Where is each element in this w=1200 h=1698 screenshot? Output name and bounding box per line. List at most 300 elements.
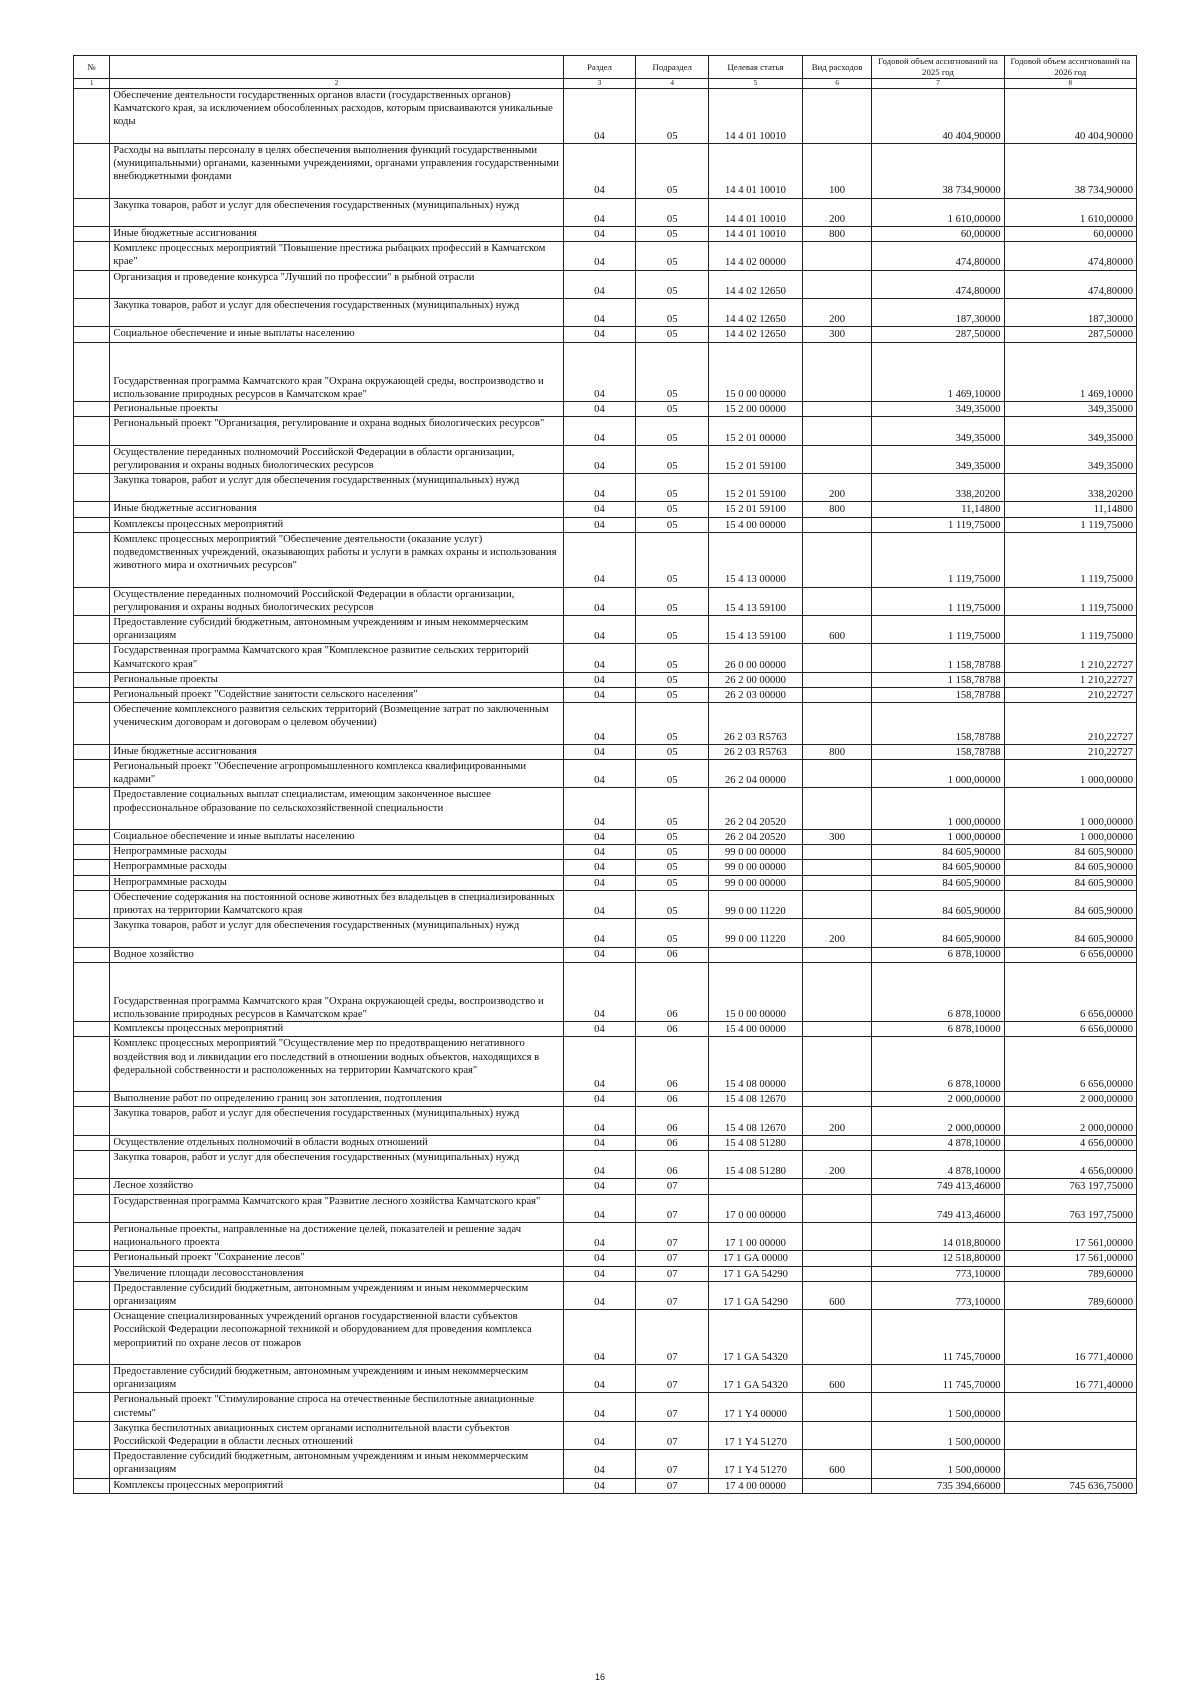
row-amount-2025: 1 000,00000 bbox=[872, 829, 1004, 844]
row-expense-type bbox=[802, 270, 871, 298]
row-name: Комплекс процессных мероприятий "Повышение престижа рыбацких профессий в Камчатском крае" bbox=[110, 242, 563, 270]
table-row bbox=[74, 327, 1137, 342]
row-number bbox=[74, 342, 110, 402]
row-number bbox=[74, 402, 110, 417]
row-name: Государственная программа Камчатского края "Развитие лесного хозяйства Камчатского края" bbox=[110, 1194, 563, 1222]
row-podrazdel: 07 bbox=[636, 1478, 709, 1493]
row-amount-2025: 749 413,46000 bbox=[872, 1179, 1004, 1194]
table-row bbox=[74, 587, 1137, 615]
row-amount-2025: 1 119,75000 bbox=[872, 616, 1004, 644]
column-number: 6 bbox=[802, 79, 871, 89]
row-target-article: 17 1 GA 54290 bbox=[709, 1281, 803, 1309]
row-podrazdel: 07 bbox=[636, 1281, 709, 1309]
row-target-article: 15 4 13 00000 bbox=[709, 532, 803, 587]
row-expense-type: 200 bbox=[802, 298, 871, 326]
row-name: Непрограммные расходы bbox=[110, 845, 563, 860]
table-row bbox=[74, 1135, 1137, 1150]
row-podrazdel: 05 bbox=[636, 919, 709, 947]
row-amount-2025: 14 018,80000 bbox=[872, 1223, 1004, 1251]
row-target-article: 17 0 00 00000 bbox=[709, 1194, 803, 1222]
row-amount-2025: 60,00000 bbox=[872, 226, 1004, 241]
table-row bbox=[74, 532, 1137, 587]
row-podrazdel: 05 bbox=[636, 342, 709, 402]
column-number: 2 bbox=[110, 79, 563, 89]
row-target-article: 99 0 00 00000 bbox=[709, 875, 803, 890]
row-target-article: 15 0 00 00000 bbox=[709, 342, 803, 402]
row-razdel: 04 bbox=[563, 962, 636, 1022]
row-number bbox=[74, 744, 110, 759]
row-amount-2025: 158,78788 bbox=[872, 703, 1004, 745]
header-row bbox=[74, 56, 1137, 79]
row-podrazdel: 05 bbox=[636, 587, 709, 615]
row-name: Обеспечение содержания на постоянной основе животных без владельцев в специализированных приютах на территории Камчатского края bbox=[110, 890, 563, 918]
row-amount-2026: 1 119,75000 bbox=[1004, 587, 1136, 615]
row-amount-2025: 6 878,10000 bbox=[872, 962, 1004, 1022]
row-name: Закупка товаров, работ и услуг для обеспечения государственных (муниципальных) нужд bbox=[110, 198, 563, 226]
row-expense-type bbox=[802, 788, 871, 830]
row-razdel: 04 bbox=[563, 1266, 636, 1281]
header-num: № bbox=[74, 56, 110, 79]
table-row bbox=[74, 688, 1137, 703]
row-expense-type bbox=[802, 342, 871, 402]
row-amount-2026: 210,22727 bbox=[1004, 703, 1136, 745]
row-number bbox=[74, 1393, 110, 1421]
row-amount-2025: 38 734,90000 bbox=[872, 143, 1004, 198]
row-target-article: 14 4 01 10010 bbox=[709, 226, 803, 241]
row-podrazdel: 05 bbox=[636, 744, 709, 759]
table-row bbox=[74, 644, 1137, 672]
row-podrazdel: 05 bbox=[636, 875, 709, 890]
row-podrazdel: 07 bbox=[636, 1421, 709, 1449]
row-amount-2026: 6 656,00000 bbox=[1004, 947, 1136, 962]
table-row bbox=[74, 1450, 1137, 1478]
row-target-article: 15 4 08 12670 bbox=[709, 1092, 803, 1107]
row-amount-2025: 474,80000 bbox=[872, 270, 1004, 298]
table-row bbox=[74, 1364, 1137, 1392]
row-razdel: 04 bbox=[563, 1251, 636, 1266]
row-razdel: 04 bbox=[563, 947, 636, 962]
column-number: 5 bbox=[709, 79, 803, 89]
row-podrazdel: 05 bbox=[636, 688, 709, 703]
row-podrazdel: 05 bbox=[636, 502, 709, 517]
row-name: Региональные проекты, направленные на достижение целей, показателей и решение задач национального проекта bbox=[110, 1223, 563, 1251]
row-amount-2026: 789,60000 bbox=[1004, 1266, 1136, 1281]
row-number bbox=[74, 947, 110, 962]
row-podrazdel: 07 bbox=[636, 1179, 709, 1194]
row-target-article: 15 2 01 00000 bbox=[709, 417, 803, 445]
row-amount-2026: 6 656,00000 bbox=[1004, 1022, 1136, 1037]
row-razdel: 04 bbox=[563, 672, 636, 687]
row-amount-2025: 12 518,80000 bbox=[872, 1251, 1004, 1266]
row-expense-type: 600 bbox=[802, 1450, 871, 1478]
row-razdel: 04 bbox=[563, 1421, 636, 1449]
row-name: Увеличение площади лесовосстановления bbox=[110, 1266, 563, 1281]
row-razdel: 04 bbox=[563, 89, 636, 144]
row-amount-2026: 84 605,90000 bbox=[1004, 845, 1136, 860]
row-amount-2026: 474,80000 bbox=[1004, 270, 1136, 298]
row-target-article: 14 4 01 10010 bbox=[709, 198, 803, 226]
row-amount-2025: 349,35000 bbox=[872, 417, 1004, 445]
row-amount-2025: 1 158,78788 bbox=[872, 644, 1004, 672]
row-razdel: 04 bbox=[563, 1135, 636, 1150]
row-expense-type bbox=[802, 688, 871, 703]
row-number bbox=[74, 962, 110, 1022]
row-podrazdel: 07 bbox=[636, 1310, 709, 1365]
row-amount-2025: 11 745,70000 bbox=[872, 1310, 1004, 1365]
row-podrazdel: 06 bbox=[636, 1107, 709, 1135]
row-number bbox=[74, 474, 110, 502]
row-amount-2025: 1 158,78788 bbox=[872, 672, 1004, 687]
row-razdel: 04 bbox=[563, 1450, 636, 1478]
row-number bbox=[74, 226, 110, 241]
row-number bbox=[74, 502, 110, 517]
row-expense-type bbox=[802, 587, 871, 615]
row-expense-type bbox=[802, 417, 871, 445]
row-target-article: 15 4 08 51280 bbox=[709, 1135, 803, 1150]
row-razdel: 04 bbox=[563, 1223, 636, 1251]
row-podrazdel: 05 bbox=[636, 845, 709, 860]
row-razdel: 04 bbox=[563, 845, 636, 860]
row-number bbox=[74, 1135, 110, 1150]
row-razdel: 04 bbox=[563, 829, 636, 844]
row-razdel: 04 bbox=[563, 688, 636, 703]
table-row bbox=[74, 445, 1137, 473]
row-amount-2025: 1 500,00000 bbox=[872, 1393, 1004, 1421]
row-expense-type bbox=[802, 672, 871, 687]
row-target-article: 26 0 00 00000 bbox=[709, 644, 803, 672]
row-razdel: 04 bbox=[563, 919, 636, 947]
table-row bbox=[74, 919, 1137, 947]
row-amount-2025: 158,78788 bbox=[872, 744, 1004, 759]
row-amount-2026: 16 771,40000 bbox=[1004, 1310, 1136, 1365]
row-number bbox=[74, 688, 110, 703]
row-number bbox=[74, 89, 110, 144]
row-name: Региональные проекты bbox=[110, 402, 563, 417]
row-target-article: 14 4 01 10010 bbox=[709, 89, 803, 144]
row-target-article: 17 1 GA 54320 bbox=[709, 1310, 803, 1365]
row-podrazdel: 06 bbox=[636, 962, 709, 1022]
row-number bbox=[74, 1450, 110, 1478]
row-expense-type: 800 bbox=[802, 744, 871, 759]
table-row bbox=[74, 890, 1137, 918]
row-number bbox=[74, 1223, 110, 1251]
header-name bbox=[110, 56, 563, 79]
row-expense-type: 300 bbox=[802, 327, 871, 342]
row-podrazdel: 07 bbox=[636, 1251, 709, 1266]
row-expense-type bbox=[802, 1393, 871, 1421]
row-target-article: 26 2 03 00000 bbox=[709, 688, 803, 703]
row-name: Осуществление переданных полномочий Российской Федерации в области организации, регулирования и охраны водных биологических ресурсов bbox=[110, 445, 563, 473]
row-target-article: 14 4 02 12650 bbox=[709, 298, 803, 326]
table-row bbox=[74, 270, 1137, 298]
table-row bbox=[74, 1251, 1137, 1266]
row-expense-type bbox=[802, 1092, 871, 1107]
row-amount-2026: 16 771,40000 bbox=[1004, 1364, 1136, 1392]
row-expense-type bbox=[802, 89, 871, 144]
row-amount-2026: 38 734,90000 bbox=[1004, 143, 1136, 198]
row-podrazdel: 07 bbox=[636, 1266, 709, 1281]
row-podrazdel: 07 bbox=[636, 1364, 709, 1392]
row-podrazdel: 05 bbox=[636, 644, 709, 672]
row-razdel: 04 bbox=[563, 1151, 636, 1179]
row-target-article: 17 1 Y4 51270 bbox=[709, 1421, 803, 1449]
row-amount-2026: 210,22727 bbox=[1004, 744, 1136, 759]
row-number bbox=[74, 417, 110, 445]
row-number bbox=[74, 759, 110, 787]
row-amount-2025: 2 000,00000 bbox=[872, 1092, 1004, 1107]
row-target-article: 15 4 08 51280 bbox=[709, 1151, 803, 1179]
table-row bbox=[74, 226, 1137, 241]
row-amount-2025: 84 605,90000 bbox=[872, 845, 1004, 860]
row-name: Предоставление субсидий бюджетным, автономным учреждениям и иным некоммерческим организациям bbox=[110, 616, 563, 644]
row-target-article: 17 4 00 00000 bbox=[709, 1478, 803, 1493]
row-podrazdel: 05 bbox=[636, 759, 709, 787]
header-podrazdel: Подраздел bbox=[636, 56, 709, 79]
row-name: Иные бюджетные ассигнования bbox=[110, 226, 563, 241]
column-number: 7 bbox=[872, 79, 1004, 89]
row-amount-2025: 1 000,00000 bbox=[872, 788, 1004, 830]
row-target-article: 17 1 GA 00000 bbox=[709, 1251, 803, 1266]
row-expense-type: 600 bbox=[802, 1281, 871, 1309]
row-podrazdel: 05 bbox=[636, 517, 709, 532]
row-amount-2026: 6 656,00000 bbox=[1004, 1037, 1136, 1092]
table-row bbox=[74, 143, 1137, 198]
row-target-article: 17 1 00 00000 bbox=[709, 1223, 803, 1251]
row-razdel: 04 bbox=[563, 1310, 636, 1365]
row-target-article: 26 2 04 20520 bbox=[709, 788, 803, 830]
row-expense-type bbox=[802, 703, 871, 745]
row-name: Расходы на выплаты персоналу в целях обеспечения выполнения функций государственными (муниципальными) органами, казенными учреждениями, органами управления государственными внебюджетными фондами bbox=[110, 143, 563, 198]
row-razdel: 04 bbox=[563, 616, 636, 644]
row-podrazdel: 05 bbox=[636, 445, 709, 473]
row-amount-2025: 1 469,10000 bbox=[872, 342, 1004, 402]
row-number bbox=[74, 860, 110, 875]
row-expense-type bbox=[802, 962, 871, 1022]
row-number bbox=[74, 1310, 110, 1365]
row-amount-2025: 6 878,10000 bbox=[872, 1037, 1004, 1092]
table-row bbox=[74, 517, 1137, 532]
row-razdel: 04 bbox=[563, 1179, 636, 1194]
row-target-article: 15 4 08 12670 bbox=[709, 1107, 803, 1135]
row-name: Водное хозяйство bbox=[110, 947, 563, 962]
row-razdel: 04 bbox=[563, 532, 636, 587]
table-row bbox=[74, 298, 1137, 326]
row-target-article: 15 2 00 00000 bbox=[709, 402, 803, 417]
row-target-article: 99 0 00 00000 bbox=[709, 860, 803, 875]
row-razdel: 04 bbox=[563, 890, 636, 918]
row-number bbox=[74, 1364, 110, 1392]
row-target-article: 99 0 00 11220 bbox=[709, 890, 803, 918]
row-name: Закупка товаров, работ и услуг для обеспечения государственных (муниципальных) нужд bbox=[110, 298, 563, 326]
row-number bbox=[74, 1151, 110, 1179]
table-row bbox=[74, 1421, 1137, 1449]
row-amount-2025: 749 413,46000 bbox=[872, 1194, 1004, 1222]
row-expense-type: 300 bbox=[802, 829, 871, 844]
row-podrazdel: 07 bbox=[636, 1450, 709, 1478]
row-name: Региональный проект "Сохранение лесов" bbox=[110, 1251, 563, 1266]
column-number-row bbox=[74, 79, 1137, 89]
row-target-article: 15 4 13 59100 bbox=[709, 587, 803, 615]
row-amount-2026: 1 000,00000 bbox=[1004, 788, 1136, 830]
row-podrazdel: 05 bbox=[636, 860, 709, 875]
row-podrazdel: 05 bbox=[636, 703, 709, 745]
table-row bbox=[74, 788, 1137, 830]
table-row bbox=[74, 1037, 1137, 1092]
row-amount-2026: 4 656,00000 bbox=[1004, 1151, 1136, 1179]
row-amount-2025: 1 119,75000 bbox=[872, 517, 1004, 532]
row-amount-2026: 17 561,00000 bbox=[1004, 1223, 1136, 1251]
row-number bbox=[74, 143, 110, 198]
row-number bbox=[74, 270, 110, 298]
table-row bbox=[74, 1393, 1137, 1421]
table-row bbox=[74, 1107, 1137, 1135]
row-podrazdel: 06 bbox=[636, 1151, 709, 1179]
row-number bbox=[74, 587, 110, 615]
row-podrazdel: 05 bbox=[636, 298, 709, 326]
row-expense-type bbox=[802, 517, 871, 532]
row-razdel: 04 bbox=[563, 703, 636, 745]
row-amount-2026: 4 656,00000 bbox=[1004, 1135, 1136, 1150]
row-target-article: 17 1 Y4 00000 bbox=[709, 1393, 803, 1421]
row-target-article: 99 0 00 00000 bbox=[709, 845, 803, 860]
row-amount-2026: 1 000,00000 bbox=[1004, 829, 1136, 844]
table-row bbox=[74, 1478, 1137, 1493]
row-name: Закупка товаров, работ и услуг для обеспечения государственных (муниципальных) нужд bbox=[110, 1107, 563, 1135]
row-amount-2026: 745 636,75000 bbox=[1004, 1478, 1136, 1493]
header-amount-2025: Годовой объем ассигнований на 2025 год bbox=[872, 56, 1004, 79]
row-expense-type bbox=[802, 845, 871, 860]
row-podrazdel: 05 bbox=[636, 402, 709, 417]
row-target-article bbox=[709, 1179, 803, 1194]
row-amount-2025: 158,78788 bbox=[872, 688, 1004, 703]
table-row bbox=[74, 474, 1137, 502]
row-name: Комплекс процессных мероприятий "Осуществление мер по предотвращению негативного воздействия вод и ликвидации его последствий в отношении водных объектов, находящихся в федеральной собственности и расположенных на территории Камчатского края" bbox=[110, 1037, 563, 1092]
column-number: 4 bbox=[636, 79, 709, 89]
row-number bbox=[74, 1107, 110, 1135]
row-number bbox=[74, 1421, 110, 1449]
row-amount-2026 bbox=[1004, 1421, 1136, 1449]
row-amount-2026: 2 000,00000 bbox=[1004, 1107, 1136, 1135]
row-amount-2025: 1 119,75000 bbox=[872, 532, 1004, 587]
row-number bbox=[74, 1194, 110, 1222]
row-expense-type bbox=[802, 875, 871, 890]
row-expense-type bbox=[802, 1421, 871, 1449]
table-body bbox=[74, 89, 1137, 1494]
row-amount-2025: 338,20200 bbox=[872, 474, 1004, 502]
table-row bbox=[74, 417, 1137, 445]
row-target-article: 15 4 13 59100 bbox=[709, 616, 803, 644]
row-razdel: 04 bbox=[563, 417, 636, 445]
row-razdel: 04 bbox=[563, 1364, 636, 1392]
table-row bbox=[74, 703, 1137, 745]
row-amount-2026: 1 000,00000 bbox=[1004, 759, 1136, 787]
table-row bbox=[74, 1194, 1137, 1222]
row-amount-2025: 6 878,10000 bbox=[872, 947, 1004, 962]
row-name: Государственная программа Камчатского края "Охрана окружающей среды, воспроизводство и использование природных ресурсов в Камчатском крае" bbox=[110, 342, 563, 402]
row-number bbox=[74, 919, 110, 947]
row-target-article: 14 4 02 12650 bbox=[709, 327, 803, 342]
row-razdel: 04 bbox=[563, 226, 636, 241]
row-amount-2026: 1 119,75000 bbox=[1004, 532, 1136, 587]
row-expense-type bbox=[802, 644, 871, 672]
row-amount-2025: 4 878,10000 bbox=[872, 1135, 1004, 1150]
row-target-article: 15 4 00 00000 bbox=[709, 517, 803, 532]
row-amount-2025: 474,80000 bbox=[872, 242, 1004, 270]
row-number bbox=[74, 672, 110, 687]
row-target-article: 26 2 03 R5763 bbox=[709, 744, 803, 759]
row-amount-2026: 187,30000 bbox=[1004, 298, 1136, 326]
table-row bbox=[74, 759, 1137, 787]
header-expense-type: Вид расходов bbox=[802, 56, 871, 79]
row-expense-type bbox=[802, 1478, 871, 1493]
row-razdel: 04 bbox=[563, 474, 636, 502]
row-razdel: 04 bbox=[563, 1022, 636, 1037]
row-number bbox=[74, 1037, 110, 1092]
row-number bbox=[74, 1179, 110, 1194]
row-razdel: 04 bbox=[563, 198, 636, 226]
table-row bbox=[74, 1092, 1137, 1107]
row-target-article: 15 0 00 00000 bbox=[709, 962, 803, 1022]
row-number bbox=[74, 1266, 110, 1281]
row-razdel: 04 bbox=[563, 1393, 636, 1421]
row-number bbox=[74, 1281, 110, 1309]
row-expense-type bbox=[802, 1135, 871, 1150]
row-name: Осуществление отдельных полномочий в области водных отношений bbox=[110, 1135, 563, 1150]
table-row bbox=[74, 672, 1137, 687]
row-name: Комплексы процессных мероприятий bbox=[110, 517, 563, 532]
row-name: Региональный проект "Организация, регулирование и охрана водных биологических ресурсов" bbox=[110, 417, 563, 445]
row-razdel: 04 bbox=[563, 744, 636, 759]
row-expense-type bbox=[802, 1022, 871, 1037]
row-amount-2025: 349,35000 bbox=[872, 445, 1004, 473]
row-podrazdel: 05 bbox=[636, 242, 709, 270]
row-expense-type bbox=[802, 445, 871, 473]
row-amount-2026: 287,50000 bbox=[1004, 327, 1136, 342]
row-razdel: 04 bbox=[563, 1037, 636, 1092]
column-number: 3 bbox=[563, 79, 636, 89]
row-podrazdel: 07 bbox=[636, 1393, 709, 1421]
row-target-article: 15 2 01 59100 bbox=[709, 445, 803, 473]
row-number bbox=[74, 198, 110, 226]
header-target-article: Целевая статья bbox=[709, 56, 803, 79]
row-number bbox=[74, 1251, 110, 1266]
row-name: Социальное обеспечение и иные выплаты населению bbox=[110, 829, 563, 844]
row-razdel: 04 bbox=[563, 759, 636, 787]
row-amount-2026: 2 000,00000 bbox=[1004, 1092, 1136, 1107]
page-number: 16 bbox=[594, 1672, 605, 1682]
row-name: Социальное обеспечение и иные выплаты населению bbox=[110, 327, 563, 342]
row-name: Комплексы процессных мероприятий bbox=[110, 1022, 563, 1037]
row-podrazdel: 05 bbox=[636, 616, 709, 644]
row-expense-type: 600 bbox=[802, 1364, 871, 1392]
row-expense-type: 200 bbox=[802, 474, 871, 502]
row-razdel: 04 bbox=[563, 502, 636, 517]
row-name: Государственная программа Камчатского края "Комплексное развитие сельских территорий Камчатского края" bbox=[110, 644, 563, 672]
row-expense-type bbox=[802, 1194, 871, 1222]
table-row bbox=[74, 845, 1137, 860]
row-razdel: 04 bbox=[563, 1281, 636, 1309]
row-number bbox=[74, 298, 110, 326]
row-target-article: 15 4 08 00000 bbox=[709, 1037, 803, 1092]
row-number bbox=[74, 829, 110, 844]
row-amount-2026: 763 197,75000 bbox=[1004, 1179, 1136, 1194]
row-amount-2026: 84 605,90000 bbox=[1004, 919, 1136, 947]
row-number bbox=[74, 845, 110, 860]
row-name: Государственная программа Камчатского края "Охрана окружающей среды, воспроизводство и использование природных ресурсов в Камчатском крае" bbox=[110, 962, 563, 1022]
row-podrazdel: 07 bbox=[636, 1223, 709, 1251]
row-name: Иные бюджетные ассигнования bbox=[110, 502, 563, 517]
row-amount-2026: 349,35000 bbox=[1004, 402, 1136, 417]
